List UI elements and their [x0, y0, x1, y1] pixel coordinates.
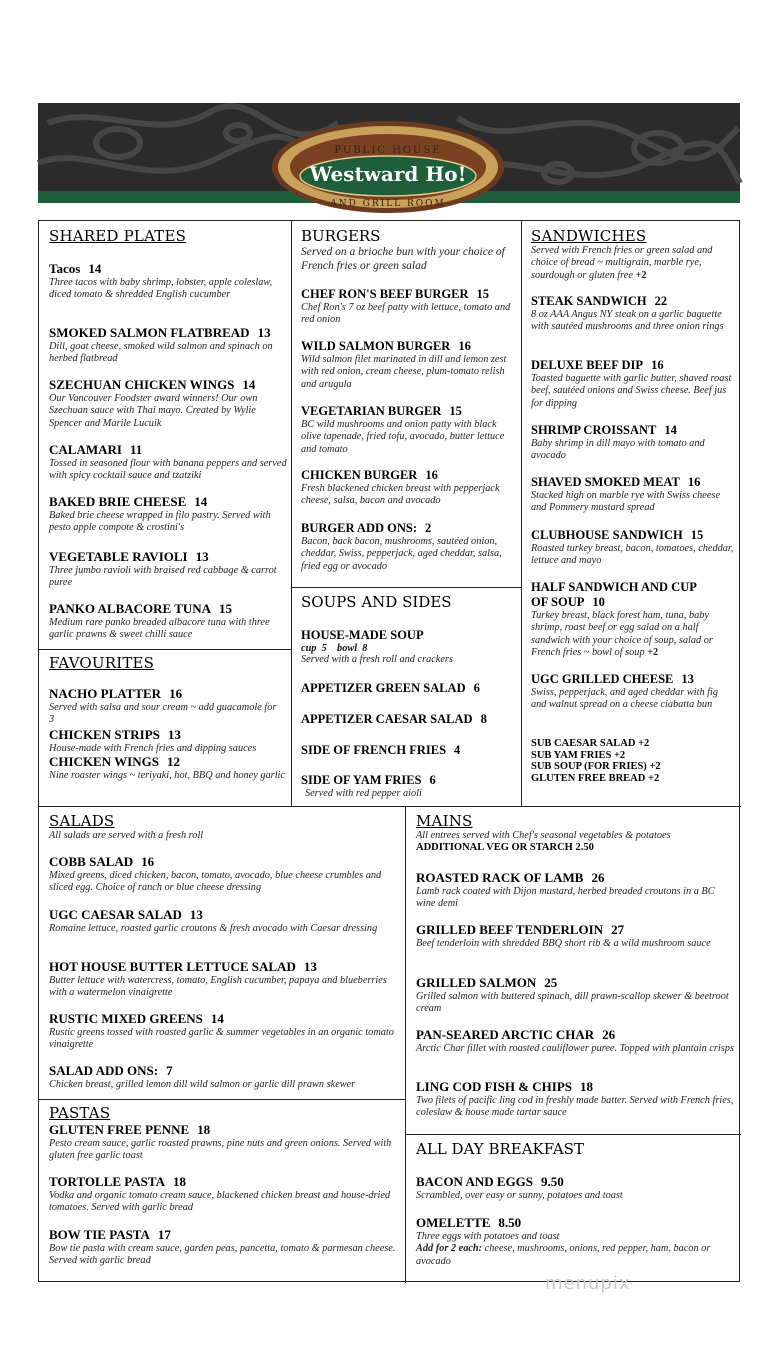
menu-item [531, 528, 735, 568]
item-price: 15 [690, 528, 704, 542]
section-title: SALADS [49, 812, 115, 830]
item-name: GRILLED SALMON [416, 975, 537, 990]
section-note-extra: +2 [635, 269, 647, 281]
menu-item [49, 1227, 399, 1268]
item-desc: Served with salsa and sour cream ~ add guacamole for 3 [49, 702, 277, 726]
item-price: 27 [611, 922, 625, 937]
item-name: CLUBHOUSE SANDWICH [531, 528, 683, 542]
menu-item [301, 404, 517, 456]
addon-item: SUB SOUP (FOR FRIES) +2 [531, 761, 661, 772]
item-desc: Two filets of pacific ling cod in freshly made batter. Served with French fries, coleslaw & house made tartar sauce [416, 1095, 734, 1119]
divider-shared-fav [39, 649, 291, 650]
item-desc: Served with red pepper aioli [305, 788, 422, 799]
item-name: VEGETARIAN BURGER [301, 404, 442, 418]
menu-item [49, 549, 284, 590]
sandwich-addons [531, 738, 735, 784]
item-desc: Scrambled, over easy or sunny, potatoes and toast [416, 1190, 623, 1201]
item-desc: Mixed greens, diced chicken, bacon, tomato, avocado, blue cheese crumbles and sliced egg. Choice of ranch or blue cheese dressing [49, 870, 382, 894]
item-desc: Rustic greens tossed with roasted garlic & summer vegetables in an organic tomato vinaigrette [49, 1027, 394, 1051]
section-title: MAINS [416, 812, 473, 830]
item-desc: Chef Ron's 7 oz beef patty with lettuce, tomato and red onion [301, 302, 511, 326]
burgers-section [301, 227, 513, 273]
menu-item [49, 377, 284, 430]
item-desc: Romaine lettuce, roasted garlic croutons & fresh avocado with Caesar dressing [49, 923, 378, 934]
item-price: 16 [425, 468, 438, 482]
item-name: BACON AND EGGS [416, 1174, 534, 1189]
item-name: HOT HOUSE BUTTER LETTUCE SALAD [49, 959, 296, 974]
item-desc: Arctic Char fillet with roasted cauliflower puree. Topped with plantain crisps [416, 1043, 734, 1054]
item-price: 14 [194, 494, 208, 509]
menu-item [301, 712, 487, 727]
item-desc: Turkey breast, black forest ham, tuna, baby shrimp, roast beef or egg salad on a half sandwich with your choice of soup, salad or French fries ~ bowl of soup [531, 610, 713, 658]
divider-salads-mains [405, 806, 406, 1283]
item-desc: Fresh blackened chicken breast with pepperjack cheese, salsa, bacon and avocado [301, 483, 500, 507]
item-name-line2: OF SOUP [531, 595, 585, 609]
salads-section [49, 812, 399, 842]
item-desc: Roasted turkey breast, bacon, tomatoes, cheddar, lettuce and mayo [531, 543, 734, 567]
item-desc-extra: +2 [647, 646, 659, 658]
item-price: 26 [602, 1027, 616, 1042]
item-name: RUSTIC MIXED GREENS [49, 1011, 203, 1026]
section-title: ALL DAY BREAKFAST [416, 1140, 584, 1158]
item-name: CALAMARI [49, 442, 122, 457]
item-name: OMELETTE [416, 1215, 491, 1230]
item-price: 8.50 [498, 1215, 522, 1230]
item-price: 15 [449, 404, 462, 418]
menu-item [416, 1215, 736, 1268]
item-name: GRILLED BEEF TENDERLOIN [416, 922, 604, 937]
item-price: 2 [425, 521, 432, 535]
section-title: PASTAS [49, 1104, 111, 1122]
menu-item [301, 628, 517, 666]
item-price: 15 [476, 287, 489, 301]
item-name: APPETIZER CAESAR SALAD [301, 712, 473, 726]
item-price: 8 [480, 712, 487, 726]
item-price: 16 [687, 475, 701, 489]
item-name: SHRIMP CROISSANT [531, 423, 657, 437]
item-price: 15 [219, 601, 233, 616]
item-desc: Toasted baguette with garlic butter, shaved roast beef, sautéed onions and Swiss cheese. Beef jus for dipping [531, 373, 732, 409]
menu-item [49, 494, 287, 535]
item-desc: Beef tenderloin with shredded BBQ short rib & a wild mushroom sauce [416, 938, 711, 949]
item-desc: Vodka and organic tomato cream sauce, blackened chicken breast and house-dried tomatoes. Served with garlic bread [49, 1190, 391, 1214]
item-price: 26 [591, 870, 605, 885]
menu-item [49, 907, 399, 935]
divider-mains-breakfast [405, 1134, 741, 1135]
item-price: 16 [169, 686, 183, 701]
item-desc: House-made with French fries and dipping sauces [49, 743, 257, 754]
item-name: UGC GRILLED CHEESE [531, 672, 674, 686]
item-desc: Dill, goat cheese, smoked wild salmon and spinach on herbed flatbread [49, 341, 273, 365]
logo-top-text: PUBLIC HOUSE [334, 145, 442, 156]
menu-item [301, 681, 480, 696]
logo-name: Westward Ho! [309, 162, 467, 186]
item-desc: Three jumbo ravioli with braised red cabbage & carrot puree [49, 565, 277, 589]
item-name: Tacos [49, 261, 81, 276]
logo-bottom-text: AND GRILL ROOM [330, 199, 446, 209]
section-note: Served with French fries or green salad and choice of bread ~ multigrain, marble rye, sourdough or gluten free [531, 245, 713, 281]
menu-item [49, 601, 284, 642]
item-desc: BC wild mushrooms and onion patty with black olive tapenade, fried tofu, avocado, butter lettuce and tomato [301, 419, 505, 455]
menu-item [531, 423, 735, 463]
item-name: STEAK SANDWICH [531, 294, 647, 308]
menu-item [49, 959, 399, 1000]
item-name: SZECHUAN CHICKEN WINGS [49, 377, 235, 392]
section-title: SANDWICHES [531, 227, 647, 245]
item-price: 16 [458, 339, 471, 353]
menu-item [531, 580, 735, 659]
item-add-label: Add for 2 each: [416, 1243, 483, 1255]
divider-col2 [521, 221, 522, 806]
item-price: 12 [166, 754, 180, 769]
item-desc: Grilled salmon with buttered spinach, dill prawn-scallop skewer & beetroot cream [416, 991, 729, 1015]
item-desc: Three tacos with baby shrimp, lobster, apple coleslaw, diced tomato & shredded English cucumber [49, 277, 273, 301]
section-title: BURGERS [301, 227, 381, 245]
menu-item [49, 325, 289, 366]
divider-col1 [291, 221, 292, 806]
item-name: PANKO ALBACORE TUNA [49, 601, 212, 616]
item-name: DELUXE BEEF DIP [531, 358, 644, 372]
item-desc: Lamb rack coated with Dijon mustard, herbed breaded croutons in a BC wine demi [416, 886, 715, 910]
menu-item [49, 1011, 399, 1052]
addon-item: SUB CAESAR SALAD +2 [531, 738, 650, 749]
menu-item [416, 975, 736, 1016]
section-title: SOUPS AND SIDES [301, 593, 452, 611]
menu-item [301, 521, 517, 573]
item-desc: Swiss, pepperjack, and aged cheddar with fig and walnut spread on a cheese ciabatta bun [531, 687, 719, 711]
menu-item [531, 475, 735, 515]
menu-item [531, 294, 735, 334]
menu-item [416, 1027, 736, 1055]
item-price: 18 [172, 1174, 186, 1189]
section-note: All entrees served with Chef's seasonal vegetables & potatoes [416, 830, 671, 841]
item-name: HOUSE-MADE SOUP [301, 628, 424, 642]
item-desc: Bacon, back bacon, mushrooms, sautéed onion, cheddar, Swiss, pepperjack, aged cheddar, salsa, fried egg or avocado [301, 536, 502, 572]
item-name: SIDE OF YAM FRIES [301, 773, 422, 787]
item-price: 13 [189, 907, 203, 922]
breakfast-section [416, 1140, 584, 1158]
item-desc: Stacked high on marble rye with Swiss cheese and Pommery mustard spread [531, 490, 721, 514]
item-price: 13 [167, 727, 181, 742]
item-name: APPETIZER GREEN SALAD [301, 681, 466, 695]
menu-item [301, 468, 517, 508]
item-name: PAN-SEARED ARCTIC CHAR [416, 1027, 595, 1042]
menu-item [49, 1122, 399, 1163]
menu-item [301, 743, 460, 758]
item-desc: Chicken breast, grilled lemon dill wild salmon or garlic dill prawn skewer [49, 1079, 356, 1090]
item-price: 16 [651, 358, 664, 372]
pastas-section [49, 1104, 110, 1122]
item-price: 13 [681, 672, 694, 686]
item-name: SIDE OF FRENCH FRIES [301, 743, 447, 757]
sandwiches-section [531, 227, 733, 282]
section-title: FAVOURITES [49, 654, 155, 672]
menu-item [416, 870, 736, 911]
item-price: 4 [454, 743, 461, 757]
item-name: NACHO PLATTER [49, 686, 162, 701]
item-name: CHEF RON'S BEEF BURGER [301, 287, 469, 301]
item-price: 13 [303, 959, 317, 974]
item-price: 14 [664, 423, 677, 437]
item-price: 9.50 [541, 1174, 564, 1189]
item-name: SHAVED SMOKED MEAT [531, 475, 680, 489]
menu-item [49, 727, 284, 755]
menu-item [301, 339, 517, 391]
item-desc: Baby shrimp in dill mayo with tomato and avocado [531, 438, 705, 462]
item-desc: Our Vancouver Foodster award winners! Our own Szechuan sauce with Thai mayo. Created by Wylie Spencer and Marile Lucuik [49, 393, 258, 429]
item-desc: Wild salmon filet marinated in dill and lemon zest with red onion, cream cheese, plum-tomato relish and arugula [301, 354, 507, 390]
section-note: Served on a brioche bun with your choice of French fries or green salad [301, 246, 505, 272]
item-cup-bowl-price: cup 5 bowl 8 [301, 643, 368, 654]
favourites-section [49, 654, 154, 672]
item-name: HALF SANDWICH AND CUP [531, 580, 697, 594]
item-name: LING COD FISH & CHIPS [416, 1079, 573, 1094]
menu-item [49, 854, 399, 895]
item-name: SMOKED SALMON FLATBREAD [49, 325, 250, 340]
item-name: CHICKEN STRIPS [49, 727, 160, 742]
item-price: 18 [580, 1079, 594, 1094]
item-name: TORTOLLE PASTA [49, 1174, 165, 1189]
item-price: 10 [592, 595, 605, 609]
item-price: 14 [242, 377, 256, 392]
menu-item [49, 686, 284, 727]
item-desc: Baked brie cheese wrapped in filo pastry. Served with pesto apple compote & crostini's [49, 510, 271, 534]
item-desc: Nine roaster wings ~ teriyaki, hot, BBQ and honey garlic [49, 770, 285, 781]
section-title: SHARED PLATES [49, 227, 187, 245]
item-name: BAKED BRIE CHEESE [49, 494, 187, 509]
addon-item: GLUTEN FREE BREAD +2 [531, 772, 660, 784]
item-name: ROASTED RACK OF LAMB [416, 870, 584, 885]
divider-top-bottom [39, 806, 741, 807]
item-name: BURGER ADD ONS: [301, 521, 417, 535]
item-desc: Served with a fresh roll and crackers [301, 654, 453, 665]
addon-item: SUB YAM FRIES +2 [531, 749, 626, 761]
item-price: 16 [141, 854, 155, 869]
menu-item [301, 287, 517, 327]
menu-item [416, 1079, 736, 1120]
item-name: UGC CAESAR SALAD [49, 907, 182, 922]
item-price: 18 [197, 1122, 211, 1137]
item-price: 13 [195, 549, 209, 564]
shared-plates-section [49, 227, 186, 245]
item-price: 6 [473, 681, 480, 695]
item-price: 22 [654, 294, 668, 308]
divider-burgers-soups [291, 587, 521, 588]
item-desc: Tossed in seasoned flour with banana peppers and served with spicy cocktail sauce and tzatziki [49, 458, 287, 482]
item-price: 13 [257, 325, 271, 340]
menu-item [49, 261, 284, 302]
menu-item [49, 1063, 399, 1091]
item-price: 17 [157, 1227, 171, 1242]
menu-item [531, 358, 735, 410]
menu-item [416, 922, 736, 950]
divider-salads-pastas [39, 1099, 405, 1100]
menu-item [301, 773, 436, 800]
section-note-extra: ADDITIONAL VEG OR STARCH 2.50 [416, 842, 594, 854]
menu-item [531, 672, 735, 712]
item-name: WILD SALMON BURGER [301, 339, 451, 353]
item-desc: Three eggs with potatoes and toast [416, 1231, 560, 1242]
item-desc: 8 oz AAA Angus NY steak on a garlic baguette with sautéed mushrooms and three onion rings [531, 309, 724, 333]
item-price: 6 [429, 773, 436, 787]
item-desc: Butter lettuce with watercress, tomato, English cucumber, papaya and blueberries with a watermelon vinaigrette [49, 975, 387, 999]
item-price: 14 [88, 261, 102, 276]
menu-item [49, 754, 287, 782]
item-price: 7 [166, 1063, 173, 1078]
watermark-text: menupix [545, 1273, 631, 1294]
menu-board [38, 220, 740, 1282]
soups-sides-section [301, 593, 452, 611]
item-name: CHICKEN WINGS [49, 754, 159, 769]
item-name: VEGETABLE RAVIOLI [49, 549, 188, 564]
section-note: All salads are served with a fresh roll [49, 830, 204, 841]
item-name: SALAD ADD ONS: [49, 1063, 159, 1078]
menu-item [416, 1174, 736, 1202]
header-banner [38, 103, 740, 209]
item-name: GLUTEN FREE PENNE [49, 1122, 190, 1137]
menu-item [49, 442, 287, 483]
item-desc: Medium rare panko breaded albacore tuna with three garlic prawns & sweet chilli sauce [49, 617, 270, 641]
item-price: 25 [544, 975, 558, 990]
item-desc: Pesto cream sauce, garlic roasted prawns, pine nuts and green onions. Served with gluten free garlic toast [49, 1138, 392, 1162]
item-price: 14 [210, 1011, 224, 1026]
item-price: 11 [129, 442, 143, 457]
item-desc: Bow tie pasta with cream sauce, garden peas, pancetta, tomato & parmesan cheese. Served with garlic bread [49, 1243, 396, 1267]
menu-item [49, 1174, 399, 1215]
mains-section [416, 812, 736, 853]
item-name: CHICKEN BURGER [301, 468, 418, 482]
item-name: BOW TIE PASTA [49, 1227, 150, 1242]
item-add-desc: cheese, mushrooms, onions, red pepper, ham, bacon or avocado [416, 1243, 711, 1267]
item-name: COBB SALAD [49, 854, 134, 869]
